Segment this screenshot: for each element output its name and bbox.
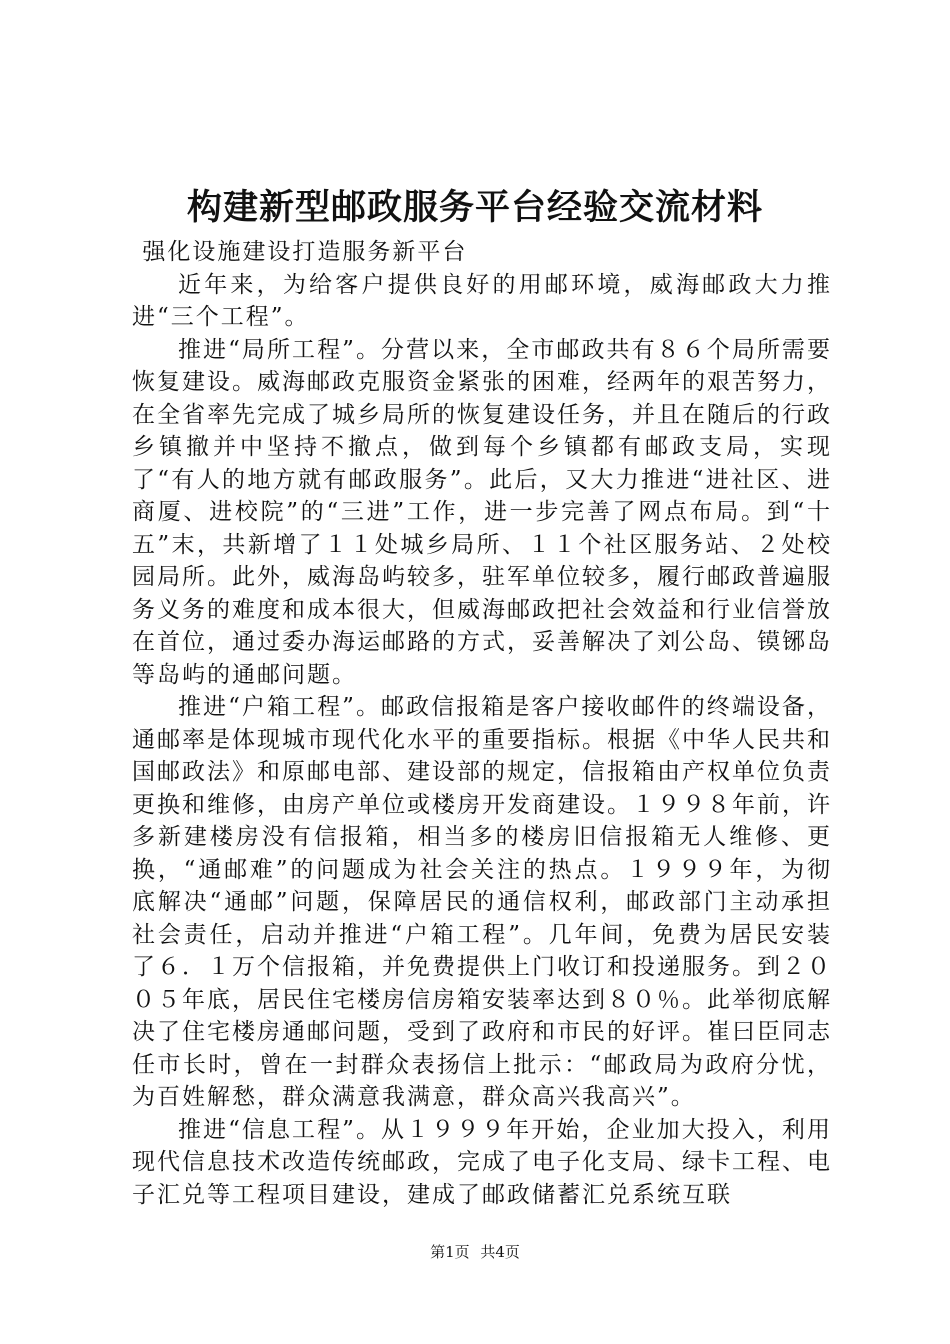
document-body — [132, 236, 832, 1211]
section-subheading: 强化设施建设打造服务新平台 — [142, 239, 468, 265]
page-number: 第1页 — [430, 1243, 470, 1261]
paragraph-bureau-project: 推进“局所工程”。分营以来，全市邮政共有８６个局所需要恢复建设。威海邮政克服资金紧张的困难，经两年的艰苦努力，在全省率先完成了城乡局所的恢复建设任务，并且在随后的行政乡镇撤并中坚持不撤点，做到每个乡镇都有邮政支局，实现了“有人的地方就有邮政服务”。此后，又大力推进“进社区、进商厦、进校院”的“三进”工作，进一步完善了网点布局。到“十五”末，共新增了１１处城乡局所、１１个社区服务站、２处校园局所。此外，威海岛屿较多，驻军单位较多，履行邮政普遍服务义务的难度和成本很大，但威海邮政把社会效益和行业信誉放在首位，通过委办海运邮路的方式，妥善解决了刘公岛、镆铘岛等岛屿的通邮问题。 — [132, 336, 832, 688]
page-footer — [0, 1242, 950, 1262]
document-title: 构建新型邮政服务平台经验交流材料 — [186, 187, 763, 228]
page-total: 共4页 — [480, 1243, 520, 1261]
paragraph-mailbox-project: 推进“户箱工程”。邮政信报箱是客户接收邮件的终端设备，通邮率是体现城市现代化水平的重要指标。根据《中华人民共和国邮政法》和原邮电部、建设部的规定，信报箱由产权单位负责更换和维修，由房产单位或楼房开发商建设。１９９８年前，许多新建楼房没有信报箱，相当多的楼房旧信报箱无人维修、更换，“通邮难”的问题成为社会关注的热点。１９９９年，为彻底解决“通邮”问题，保障居民的通信权利，邮政部门主动承担社会责任，启动并推进“户箱工程”。几年间，免费为居民安装了６．１万个信报箱，并免费提供上门收订和投递服务。到２００５年底，居民住宅楼房信房箱安装率达到８０％。此举彻底解决了住宅楼房通邮问题，受到了政府和市民的好评。崔曰臣同志任市长时，曾在一封群众表扬信上批示：“邮政局为政府分忧，为百姓解愁，群众满意我满意，群众高兴我高兴”。 — [132, 694, 832, 1110]
paragraph-information-project: 推进“信息工程”。从１９９９年开始，企业加大投入，利用现代信息技术改造传统邮政，完成了电子化支局、绿卡工程、电子汇兑等工程项目建设，建成了邮政储蓄汇兑系统互联 — [132, 1116, 832, 1208]
paragraph-intro: 近年来，为给客户提供良好的用邮环境，威海邮政大力推进“三个工程”。 — [132, 271, 832, 330]
